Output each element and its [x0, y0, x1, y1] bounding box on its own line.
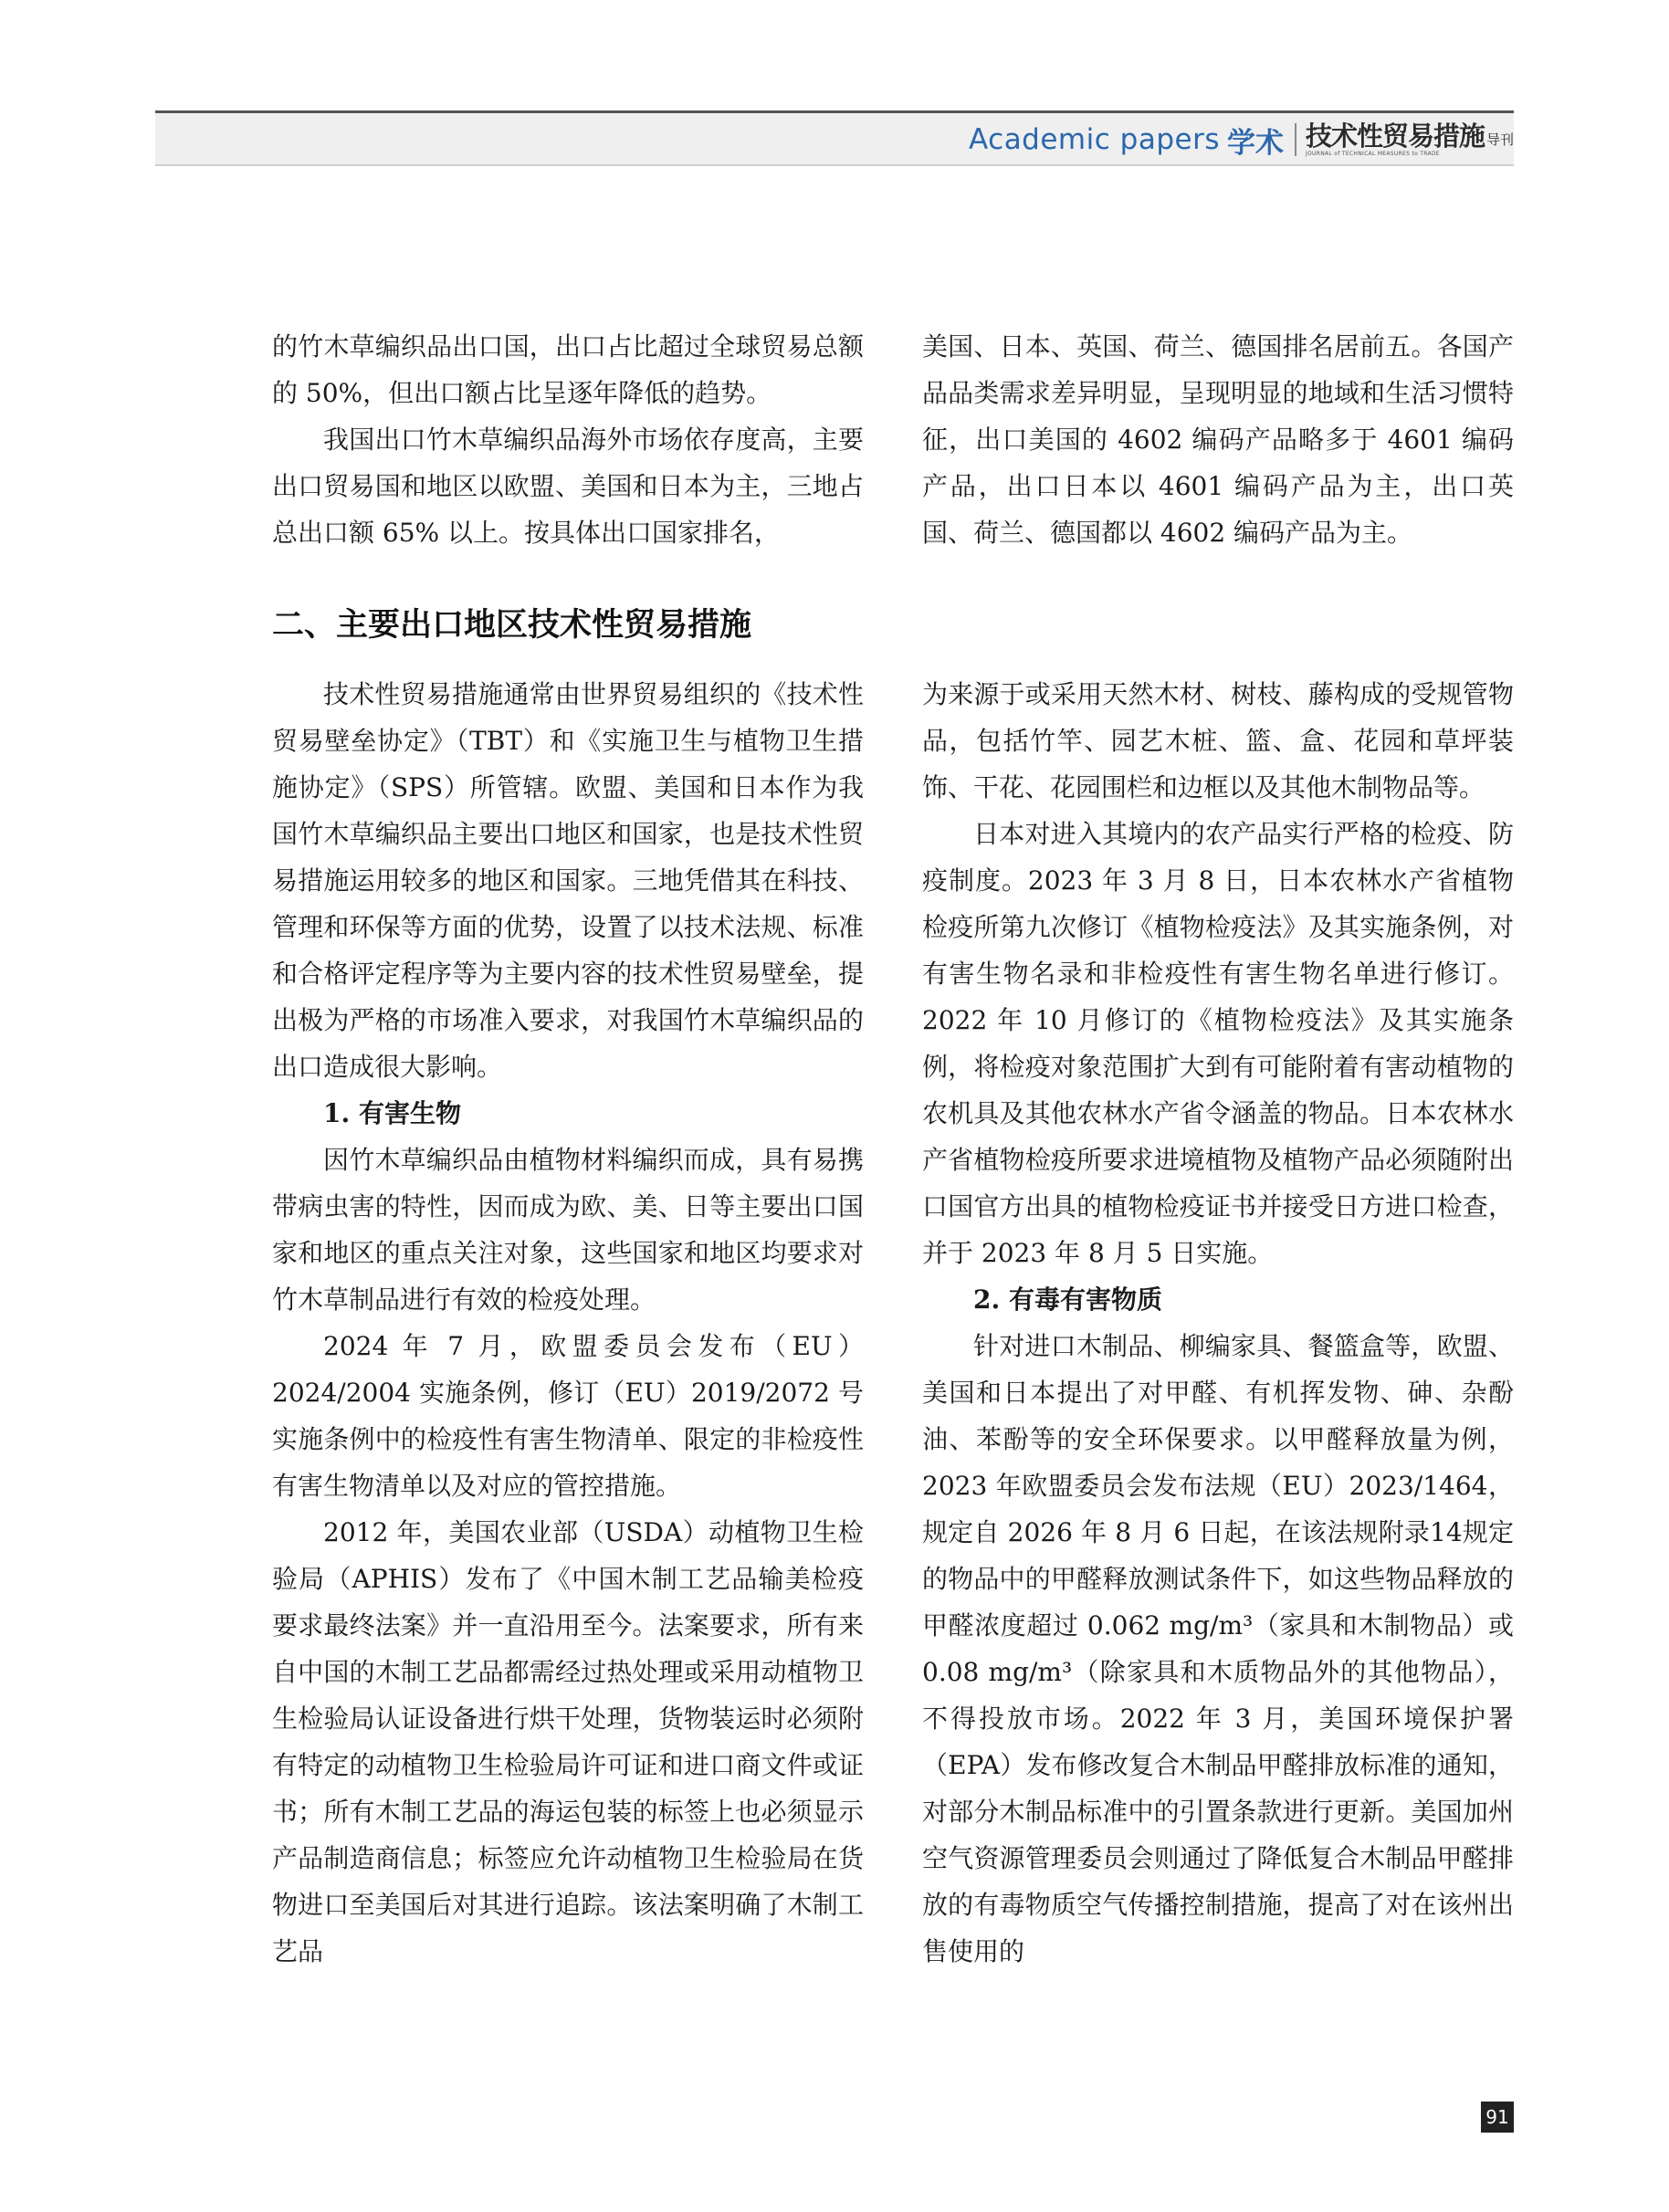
page-number: 91 [1481, 2102, 1514, 2133]
paragraph: 美国、日本、英国、荷兰、德国排名居前五。各国产品品类需求差异明显，呈现明显的地域和生活习惯特征，出口美国的 4602 编码产品略多于 4601 编码产品，出口日本以 4601 编码产品为主，出口英国、荷兰、德国都以 4602 编码产品为主。 [922, 331, 1514, 548]
paragraph: 为来源于或采用天然木材、树枝、藤构成的受规管物品，包括竹竿、园艺木桩、篮、盒、花园和草坪装饰、干花、花园围栏和边框以及其他木制物品等。 [922, 679, 1514, 802]
paragraph: 因竹木草编织品由植物材料编织而成，具有易携带病虫害的特性，因而成为欧、美、日等主要出口国家和地区的重点关注对象，这些国家和地区均要求对竹木草制品进行有效的检疫处理。 [272, 1145, 864, 1315]
journal-name: 技术性贸易措施 [1305, 120, 1485, 152]
right-column [922, 671, 1514, 1975]
journal-suffix: 导刊 [1485, 131, 1514, 148]
section-label-zh: 学术 [1226, 126, 1284, 160]
section-label-en: Academic papers [968, 123, 1220, 156]
subsection-heading: 1. 有害生物 [323, 1098, 461, 1128]
paragraph: 2012 年，美国农业部（USDA）动植物卫生检验局（APHIS）发布了《中国木制工艺品输美检疫要求最终法案》并一直沿用至今。法案要求，所有来自中国的木制工艺品都需经过热处理或采用动植物卫生检验局认证设备进行烘干处理，货物装运时必须附有特定的动植物卫生检验局许可证和进口商文件或证书；所有木制工艺品的海运包装的标签上也必须显示产品制造商信息；标签应允许动植物卫生检验局在货物进口至美国后对其进行追踪。该法案明确了木制工艺品 [272, 1517, 864, 1966]
left-column [272, 671, 864, 1975]
header-brand [969, 121, 1514, 159]
paragraph: 的竹木草编织品出口国，出口占比超过全球贸易总额的 50%，但出口额占比呈逐年降低的趋势。 [272, 331, 864, 408]
running-header [155, 113, 1514, 166]
paragraph: 2024 年 7 月，欧盟委员会发布（EU）2024/2004 实施条例，修订（EU）2019/2072 号实施条例中的检疫性有害生物清单、限定的非检疫性有害生物清单以及对应的管控措施。 [272, 1331, 864, 1501]
top-right-column [922, 323, 1514, 556]
header-divider [1295, 123, 1296, 156]
journal-name-en: JOURNAL of TECHNICAL MEASURES to TRADE [1305, 150, 1440, 157]
paragraph: 针对进口木制品、柳编家具、餐篮盒等，欧盟、美国和日本提出了对甲醛、有机挥发物、砷、杂酚油、苯酚等的安全环保要求。以甲醛释放量为例，2023 年欧盟委员会发布法规（EU）2023/1464，规定自 2026 年 8 月 6 日起，在该法规附录14规定的物品中的甲醛释放测试条件下，如这些物品释放的甲醛浓度超过 0.062 mg/m³（家具和木制物品）或 0.08 mg/m³（除家具和木质物品外的其他物品），不得投放市场。2022 年 3 月，美国环境保护署（EPA）发布修改复合木制品甲醛排放标准的通知，对部分木制品标准中的引置条款进行更新。美国加州空气资源管理委员会则通过了降低复合木制品甲醛排放的有毒物质空气传播控制措施，提高了对在该州出售使用的 [922, 1331, 1514, 1966]
journal-logo [1305, 120, 1514, 157]
paragraph: 我国出口竹木草编织品海外市场依存度高，主要出口贸易国和地区以欧盟、美国和日本为主，三地占总出口额 65% 以上。按具体出口国家排名， [272, 425, 864, 548]
section-heading: 二、主要出口地区技术性贸易措施 [272, 607, 752, 644]
subsection-heading: 2. 有毒有害物质 [973, 1284, 1162, 1315]
paragraph: 日本对进入其境内的农产品实行严格的检疫、防疫制度。2023 年 3 月 8 日，日本农林水产省植物检疫所第九次修订《植物检疫法》及其实施条例，对有害生物名录和非检疫性有害生物名单进行修订。2022 年 10 月修订的《植物检疫法》及其实施条例，将检疫对象范围扩大到有可能附着有害动植物的农机具及其他农林水产省令涵盖的物品。日本农林水产省植物检疫所要求进境植物及植物产品必须随附出口国官方出具的植物检疫证书并接受日方进口检查，并于 2023 年 8 月 5 日实施。 [922, 819, 1514, 1268]
paragraph: 技术性贸易措施通常由世界贸易组织的《技术性贸易壁垒协定》（TBT）和《实施卫生与植物卫生措施协定》（SPS）所管辖。欧盟、美国和日本作为我国竹木草编织品主要出口地区和国家，也是技术性贸易措施运用较多的地区和国家。三地凭借其在科技、管理和环保等方面的优势，设置了以技术法规、标准和合格评定程序等为主要内容的技术性贸易壁垒，提出极为严格的市场准入要求，对我国竹木草编织品的出口造成很大影响。 [272, 679, 864, 1082]
top-left-column [272, 323, 864, 556]
